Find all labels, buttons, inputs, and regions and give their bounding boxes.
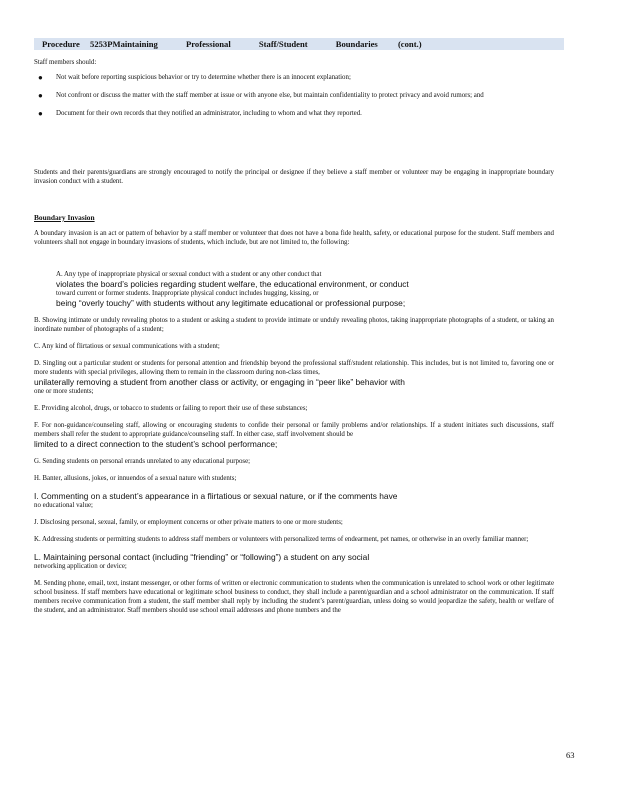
list-item-c: C. Any kind of flirtatious or sexual communications with a student;: [34, 343, 220, 350]
item-f-line: F. For non-guidance/counseling staff, allowing or encouraging students to confide their personal or family problems and/or relationships. If a student initiates such discussions, staff members shall refer the student to appropriate guidance/counseling staff. In either case, staff involvement should be: [34, 422, 554, 438]
item-a-line: A. Any type of inappropriate physical or sexual conduct with a student or any other conduct that: [56, 271, 322, 278]
students-paragraph: Students and their parents/guardians are strongly encouraged to notify the principal or designee if they believe a staff member or volunteer may be engaging in inappropriate boundary invasion conduct with a student.: [34, 169, 554, 185]
definition-paragraph: A boundary invasion is an act or pattern of behavior by a staff member or volunteer that does not have a bona fide health, safety, or educational purpose for the student. Staff members and volunteers shall not engage in boundary invasions of students, which include, but are not limited to, the following:: [34, 230, 554, 246]
header-code-title: 5253PMaintaining: [90, 39, 158, 49]
item-l-line: L. Maintaining personal contact (including “friending” or “following”) a student on any social: [34, 552, 370, 562]
list-item-j: J. Disclosing personal, sexual, family, or employment concerns or other private matters to one or more students;: [34, 519, 343, 526]
header-word-staff-student: Staff/Student: [258, 39, 308, 49]
bullet-text: Not confront or discuss the matter with the staff member at issue or with anyone else, but maintain confidentiality to protect privacy and avoid rumors; and: [56, 92, 484, 99]
bullet-item: [38, 109, 543, 118]
list-item-d: [34, 359, 554, 396]
bullet-dot-icon: ●: [38, 109, 43, 118]
item-a-line: toward current or former students. Inappropriate physical conduct includes hugging, kissing, or: [56, 290, 319, 297]
item-f-line: limited to a direct connection to the student’s school performance;: [34, 439, 278, 449]
header-cont: (cont.): [397, 39, 422, 49]
bullet-item: [38, 73, 543, 82]
item-a-line: being “overly touchy” with students without any legitimate educational or professional purpose;: [56, 298, 406, 308]
list-item-l: [34, 552, 554, 571]
bullet-dot-icon: ●: [38, 91, 43, 100]
bullet-text: Not wait before reporting suspicious behavior or try to determine whether there is an innocent explanation;: [56, 74, 351, 81]
items-list: [34, 270, 554, 623]
bullet-item: [38, 91, 543, 100]
header-procedure: Procedure: [42, 39, 80, 49]
item-l-line: networking application or device;: [34, 563, 127, 570]
list-item-e: E. Providing alcohol, drugs, or tobacco to students or failing to report their use of these substances;: [34, 405, 308, 412]
item-d-line: D. Singling out a particular student or students for personal attention and friendship beyond the professional staff/student relationship. This includes, but is not limited to, favoring one or more students with special privileges, allowing them to remain in the classroom during non-class times,: [34, 360, 554, 376]
bullet-list: [38, 73, 543, 127]
procedure-header: [34, 38, 564, 50]
page-number: 63: [566, 750, 575, 760]
item-a-line: violates the board’s policies regarding student welfare, the educational environment, or conduct: [56, 279, 409, 289]
bullet-dot-icon: ●: [38, 73, 43, 82]
header-word-professional: Professional: [186, 39, 231, 49]
list-item-h: H. Banter, allusions, jokes, or innuendos of a sexual nature with students;: [34, 475, 237, 482]
item-i-line: no educational value;: [34, 502, 93, 509]
bullet-text: Document for their own records that they notified an administrator, including to whom and what they reported.: [56, 110, 362, 117]
section-title: Boundary Invasion: [34, 213, 95, 222]
list-item-i: [34, 491, 554, 510]
item-d-line: one or more students;: [34, 388, 94, 395]
list-item-b: B. Showing intimate or unduly revealing photos to a student or asking a student to provide intimate or unduly revealing photos, taking inappropriate photographs of a student, or taking an inordinate number of photographs of a student;: [34, 317, 554, 333]
list-item-m: M. Sending phone, email, text, instant messenger, or other forms of written or electronic communication to students when the communication is unrelated to school work or other legitimate school business. If staff members have educational or legitimate school business to conduct, they shall include a parent/guardian and a school administrator on the communication. If staff members receive communication from a student, the staff member shall reply by including the student’s parent/guardian, unless doing so would jeopardize the safety, health or welfare of the student, and an administrator. Staff members should use school email addresses and phone numbers and the: [34, 580, 554, 614]
header-word-boundaries: Boundaries: [335, 39, 378, 49]
item-i-line: I. Commenting on a student’s appearance in a flirtatious or sexual nature, or if the comments have: [34, 491, 398, 501]
list-item-k: K. Addressing students or permitting students to address staff members or volunteers with personalized terms of endearment, pet names, or otherwise in an overly familiar manner;: [34, 536, 529, 543]
intro-text: Staff members should:: [34, 59, 97, 66]
list-item-g: G. Sending students on personal errands unrelated to any educational purpose;: [34, 458, 251, 465]
item-d-line: unilaterally removing a student from another class or activity, or engaging in “peer like” behavior with: [34, 377, 405, 387]
list-item-f: [34, 421, 554, 449]
list-item-a: [34, 270, 554, 308]
